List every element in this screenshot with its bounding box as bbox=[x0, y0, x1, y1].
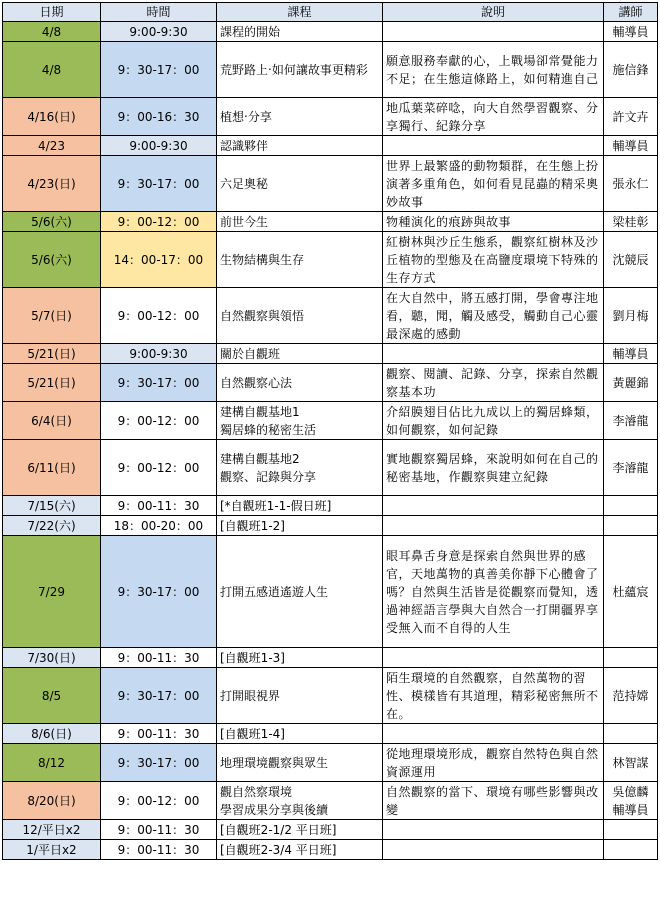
teacher-cell: 輔導員 bbox=[604, 136, 658, 156]
time-cell: 9：30-17：00 bbox=[101, 668, 217, 724]
table-row bbox=[3, 536, 658, 648]
teacher-cell: 林智謀 bbox=[604, 744, 658, 782]
description-cell bbox=[383, 496, 604, 516]
table-row bbox=[3, 136, 658, 156]
time-cell: 9：00-12：00 bbox=[101, 212, 217, 232]
date-cell: 1/平日x2 bbox=[3, 840, 101, 860]
date-cell: 5/6(六) bbox=[3, 212, 101, 232]
header-description: 說明 bbox=[383, 3, 604, 22]
time-cell: 9：30-17：00 bbox=[101, 364, 217, 402]
time-cell: 9：30-17：00 bbox=[101, 156, 217, 212]
description-cell: 觀察、閱讀、記錄、分享，探索自然觀察基本功 bbox=[383, 364, 604, 402]
time-cell: 9：00-12：00 bbox=[101, 288, 217, 344]
schedule-body bbox=[3, 22, 658, 860]
time-cell: 9:00-9:30 bbox=[101, 22, 217, 42]
date-cell: 8/5 bbox=[3, 668, 101, 724]
date-cell: 5/21(日) bbox=[3, 364, 101, 402]
description-cell bbox=[383, 516, 604, 536]
date-cell: 4/8 bbox=[3, 42, 101, 98]
teacher-cell: 施信鋒 bbox=[604, 42, 658, 98]
time-cell: 9:00-9:30 bbox=[101, 344, 217, 364]
description-cell bbox=[383, 820, 604, 840]
teacher-cell: 許文卉 bbox=[604, 98, 658, 136]
teacher-cell: 范持嫦 bbox=[604, 668, 658, 724]
time-cell: 14：00-17：00 bbox=[101, 232, 217, 288]
time-cell: 9：30-17：00 bbox=[101, 744, 217, 782]
description-cell bbox=[383, 344, 604, 364]
course-cell: 自然觀察與領悟 bbox=[217, 288, 383, 344]
date-cell: 12/平日x2 bbox=[3, 820, 101, 840]
time-cell: 9：00-12：00 bbox=[101, 440, 217, 496]
description-cell: 從地理環境形成，觀察自然特色與自然資源運用 bbox=[383, 744, 604, 782]
date-cell: 7/15(六) bbox=[3, 496, 101, 516]
date-cell: 7/29 bbox=[3, 536, 101, 648]
header-row bbox=[3, 3, 658, 22]
course-cell: 六足奧秘 bbox=[217, 156, 383, 212]
description-cell bbox=[383, 136, 604, 156]
course-cell: 打開眼視界 bbox=[217, 668, 383, 724]
table-row bbox=[3, 496, 658, 516]
description-cell: 世界上最繁盛的動物類群，在生態上扮演著多重角色，如何看見昆蟲的精采奧妙故事 bbox=[383, 156, 604, 212]
teacher-cell: 梁桂彰 bbox=[604, 212, 658, 232]
teacher-cell: 杜蘊宸 bbox=[604, 536, 658, 648]
description-cell bbox=[383, 648, 604, 668]
table-row bbox=[3, 516, 658, 536]
teacher-cell bbox=[604, 496, 658, 516]
teacher-cell bbox=[604, 820, 658, 840]
teacher-cell bbox=[604, 516, 658, 536]
table-row bbox=[3, 212, 658, 232]
course-cell: [自觀班1-2] bbox=[217, 516, 383, 536]
table-row bbox=[3, 98, 658, 136]
teacher-cell: 李濬龍 bbox=[604, 402, 658, 440]
time-cell: 9：30-17：00 bbox=[101, 536, 217, 648]
course-cell: 觀自然察環境 學習成果分享與後續 bbox=[217, 782, 383, 820]
course-cell: 自然觀察心法 bbox=[217, 364, 383, 402]
table-row bbox=[3, 744, 658, 782]
header-course: 課程 bbox=[217, 3, 383, 22]
teacher-cell: 張永仁 bbox=[604, 156, 658, 212]
description-cell: 自然觀察的當下、環境有哪些影響與改變 bbox=[383, 782, 604, 820]
time-cell: 9：00-11：30 bbox=[101, 820, 217, 840]
table-row bbox=[3, 782, 658, 820]
description-cell bbox=[383, 840, 604, 860]
time-cell: 9：00-11：30 bbox=[101, 724, 217, 744]
course-cell: 認識夥伴 bbox=[217, 136, 383, 156]
description-cell: 眼耳鼻舌身意是探索自然與世界的感官，天地萬物的真善美你靜下心體會了嗎？自然與生活皆是從觀察而覺知，透過神經語言學與大自然合一打開疆界享受無入而不自得的人生 bbox=[383, 536, 604, 648]
description-cell: 實地觀察獨居蜂，來說明如何在自己的秘密基地，作觀察與建立紀錄 bbox=[383, 440, 604, 496]
table-row bbox=[3, 820, 658, 840]
time-cell: 9：00-11：30 bbox=[101, 840, 217, 860]
table-row bbox=[3, 288, 658, 344]
description-cell bbox=[383, 22, 604, 42]
teacher-cell: 李濬龍 bbox=[604, 440, 658, 496]
time-cell: 9：00-11：30 bbox=[101, 496, 217, 516]
table-row bbox=[3, 364, 658, 402]
course-cell: 建構自觀基地2 觀察、記錄與分享 bbox=[217, 440, 383, 496]
description-cell: 陌生環境的自然觀察，自然萬物的習性、模樣皆有其道理，精彩秘密無所不在。 bbox=[383, 668, 604, 724]
time-cell: 9：00-12：00 bbox=[101, 782, 217, 820]
teacher-cell: 沈競辰 bbox=[604, 232, 658, 288]
teacher-cell bbox=[604, 724, 658, 744]
course-cell: 課程的開始 bbox=[217, 22, 383, 42]
teacher-cell: 輔導員 bbox=[604, 22, 658, 42]
date-cell: 4/23(日) bbox=[3, 156, 101, 212]
teacher-cell: 劉月梅 bbox=[604, 288, 658, 344]
course-cell: [自觀班1-4] bbox=[217, 724, 383, 744]
table-row bbox=[3, 22, 658, 42]
course-cell: 植想‧分享 bbox=[217, 98, 383, 136]
table-row bbox=[3, 668, 658, 724]
course-cell: [自觀班2-1/2 平日班] bbox=[217, 820, 383, 840]
course-cell: [自觀班2-3/4 平日班] bbox=[217, 840, 383, 860]
course-cell: [*自觀班1-1-假日班] bbox=[217, 496, 383, 516]
header-teacher: 講師 bbox=[604, 3, 658, 22]
date-cell: 6/4(日) bbox=[3, 402, 101, 440]
table-row bbox=[3, 724, 658, 744]
table-row bbox=[3, 42, 658, 98]
description-cell: 地瓜葉菜碎唸，向大自然學習觀察、分享獨行、紀錄分享 bbox=[383, 98, 604, 136]
date-cell: 4/23 bbox=[3, 136, 101, 156]
table-row bbox=[3, 648, 658, 668]
time-cell: 9：00-16：30 bbox=[101, 98, 217, 136]
date-cell: 5/6(六) bbox=[3, 232, 101, 288]
course-cell: 建構自觀基地1 獨居蜂的秘密生活 bbox=[217, 402, 383, 440]
course-cell: 地理環境觀察與眾生 bbox=[217, 744, 383, 782]
table-row bbox=[3, 232, 658, 288]
date-cell: 7/22(六) bbox=[3, 516, 101, 536]
time-cell: 9:00-9:30 bbox=[101, 136, 217, 156]
course-cell: 打開五感逍遙遊人生 bbox=[217, 536, 383, 648]
description-cell: 介紹膜翅目佔比九成以上的獨居蜂類，如何觀察，如何記錄 bbox=[383, 402, 604, 440]
course-cell: 關於自觀班 bbox=[217, 344, 383, 364]
table-row bbox=[3, 402, 658, 440]
table-row bbox=[3, 440, 658, 496]
table-row bbox=[3, 344, 658, 364]
description-cell: 在大自然中，將五感打開，學會專注地看，聽，聞，觸及感受，觸動自己心靈最深處的感動 bbox=[383, 288, 604, 344]
date-cell: 4/16(日) bbox=[3, 98, 101, 136]
date-cell: 8/12 bbox=[3, 744, 101, 782]
description-cell: 物種演化的痕跡與故事 bbox=[383, 212, 604, 232]
date-cell: 6/11(日) bbox=[3, 440, 101, 496]
date-cell: 5/7(日) bbox=[3, 288, 101, 344]
time-cell: 9：00-11：30 bbox=[101, 648, 217, 668]
course-cell: 前世今生 bbox=[217, 212, 383, 232]
course-cell: 生物結構與生存 bbox=[217, 232, 383, 288]
table-row bbox=[3, 156, 658, 212]
teacher-cell: 輔導員 bbox=[604, 344, 658, 364]
header-date: 日期 bbox=[3, 3, 101, 22]
time-cell: 18：00-20：00 bbox=[101, 516, 217, 536]
date-cell: 8/6(日) bbox=[3, 724, 101, 744]
description-cell: 紅樹林與沙丘生態系，觀察紅樹林及沙丘植物的型態及在高鹽度環境下特殊的生存方式 bbox=[383, 232, 604, 288]
header-time: 時間 bbox=[101, 3, 217, 22]
teacher-cell: 吳億麟 輔導員 bbox=[604, 782, 658, 820]
teacher-cell bbox=[604, 840, 658, 860]
time-cell: 9：30-17：00 bbox=[101, 42, 217, 98]
course-cell: [自觀班1-3] bbox=[217, 648, 383, 668]
teacher-cell: 黃麗錦 bbox=[604, 364, 658, 402]
date-cell: 7/30(日) bbox=[3, 648, 101, 668]
description-cell: 願意服務奉獻的心，上戰場卻常覺能力不足；在生態這條路上，如何精進自己 bbox=[383, 42, 604, 98]
date-cell: 8/20(日) bbox=[3, 782, 101, 820]
description-cell bbox=[383, 724, 604, 744]
time-cell: 9：00-12：00 bbox=[101, 402, 217, 440]
date-cell: 5/21(日) bbox=[3, 344, 101, 364]
course-cell: 荒野路上‧如何讓故事更精彩 bbox=[217, 42, 383, 98]
schedule-table bbox=[2, 2, 658, 860]
date-cell: 4/8 bbox=[3, 22, 101, 42]
table-row bbox=[3, 840, 658, 860]
teacher-cell bbox=[604, 648, 658, 668]
